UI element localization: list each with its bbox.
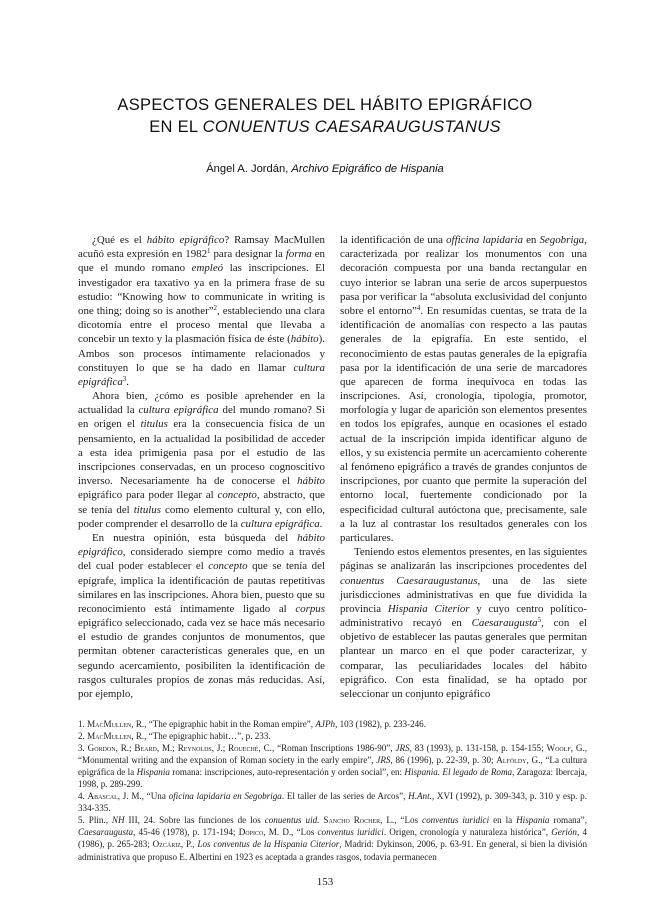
author-name: Ángel A. Jordán, [206, 163, 292, 175]
footnote-5: 5. Plin., NH III, 24. Sobre las funciones de los conuentus uid. Sancho Rocher, L., “Los conventus iuridici en la Hispania romana”, Caesaraugusta, 45-46 (1978), p. 171-194; Dopico, M. D., “Los conventus iuridici. Origen, cronología y naturaleza histórica”, Gerión, 4 (1986), p. 265-283; Ozcáriz, P., Los conventus de la Hispania Citerior, Madrid: Dykinson, 2006, p. 63-91. En general, si bien la división administrativa que propuso E. Albertini en 1923 es aceptada a grandes rasgos, todavía permanecen [78, 815, 588, 862]
title-line-2-italic: CONUENTUS CAESARAUGUSTANUS [202, 118, 501, 136]
body-column-right [340, 233, 587, 701]
paragraph-4: la identificación de una officina lapidaria en Segobriga, caracterizada por realizar los monumentos con una decoración compuesta por una banda rectangular en cuyo interior se labran una serie de arcos superpuestos pasa por verificar la “absoluta exclusividad del conjunto sobre el entorno”$^4$. En resumidas cuentas, se trata de la identificación de anomalías con respecto a las pautas generales de la epigrafía. En este sentido, el reconocimiento de estas pautas generales de la epigrafía pasa por la identificación de una serie de marcadores que aparecen de forma inequívoca en todas las inscripciones. Así, cronología, tipología, promotor, morfología y lugar de aparición son elementos presentes en todos los epígrafes, aunque en ocasiones el estado actual de la inscripción impida identificar alguno de ellos, y su existencia permite un acercamiento coherente al fenómeno epigráfico a través de grandes conjuntos de inscripciones, por cuanto que permite la superación del entorno local, fuertemente condicionado por la especificidad cultural autóctona que, precisamente, sale a la luz al contrastar los resultados generales con los particulares. [340, 234, 587, 544]
footnote-1: 1. MacMullen, R., “The epigraphic habit in the Roman empire”, AJPh, 103 (1982), p. 233-246. [78, 719, 426, 729]
footnotes [78, 718, 587, 863]
paragraph-1: ¿Qué es el hábito epigráfico? Ramsay MacMullen acuñó esta expresión en 1982$^1$ para designar la forma en que el mundo romano empleó las inscripciones. El investigador era taxativo ya en la primera frase de su estudio: “Knowing how to communicate in writing is one thing; doing so is another”$^2$, estableciendo una clara dicotomía entre el proceso mental que llevaba a concebir un texto y la plasmación física de éste (hábito). Ambos son procesos íntimamente relacionados y constituyen lo que se ha dado en llamar cultura epigráfica$^3$. [78, 234, 325, 388]
author-affiliation: Archivo Epigráfico de Hispania [291, 163, 444, 175]
title-line-2-prefix: EN EL [149, 118, 203, 136]
title-line-1: ASPECTOS GENERALES DEL HÁBITO EPIGRÁFICO [117, 96, 533, 114]
author-line [0, 163, 650, 175]
body-column-left [78, 233, 325, 701]
paragraph-2: Ahora bien, ¿cómo es posible aprehender en la actualidad la cultura epigráfica del mundo romano? Si en origen el titulus era la consecuencia física de un pensamiento, en la actualidad la posibilidad de acceder a esta idea primigenia pasa por el estudio de las inscripciones conservadas, en un proceso cognoscitivo inverso. Necesariamente ha de conocerse el hábito epigráfico para poder llegar al concepto, abstracto, que se tenía del titulus como elemento cultural y, con ello, poder comprender el desarrollo de la cultura epigráfica. [78, 390, 325, 530]
footnote-3: 3. Gordon, R.; Beard, M.; Reynolds, J.; Roueché, C., “Roman Inscriptions 1986-90”, JRS, 83 (1993), p. 131-158, p. 154-155; Woolf, G., “Monumental writing and the expansion of Roman society in the early empire”, JRS, 86 (1996), p. 22-39, p. 30; Alföldy, G., “La cultura epigráfica de la Hispania romana: inscripciones, auto-representación y orden social”, en: Hispania. El legado de Roma, Zaragoza: Ibercaja, 1998, p. 289-299. [78, 743, 587, 790]
paragraph-5: Teniendo estos elementos presentes, en las siguientes páginas se analizarán las inscripciones procedentes del conuentus Caesaraugustanus, una de las siete jurisdicciones administrativas en que fue dividida la provincia Hispania Citerior y cuyo centro político-administrativo recayó en Caesaraugusta$^5$, con el objetivo de establecer las pautas generales que permitan plantear un marco en el que poder caracterizar, y comparar, las peculiaridades locales del hábito epigráfico. Con esta finalidad, se ha optado por seleccionar un conjunto epigráfico [340, 546, 587, 700]
paragraph-3: En nuestra opinión, esta búsqueda del hábito epigráfico, considerado siempre como medio a través del cual poder establecer el concepto que se tenía del epígrafe, implica la identificación de pautas repetitivas similares en las inscripciones. Ahora bien, puesto que su reconocimiento está íntimamente ligado al corpus epigráfico seleccionado, cada vez se hace más necesario el estudio de grandes conjuntos de monumentos, que permitan obtener características generales que, en un segundo acercamiento, posibiliten la identificación de rasgos culturales propios de zonas más reducidas. Así, por ejemplo, [78, 531, 325, 700]
page-number: 153 [316, 876, 334, 888]
footnote-4: 4. Abascal, J. M., “Una oficina lapidaria en Segobriga. El taller de las series de Arcos”, H.Ant., XVI (1992), p. 309-343, p. 310 y esp. p. 334-335. [78, 791, 587, 814]
title-line-2 [0, 116, 650, 138]
article-title [0, 94, 650, 138]
footnote-2: 2. MacMullen, R., “The epigraphic habit…”, p. 233. [78, 731, 271, 742]
